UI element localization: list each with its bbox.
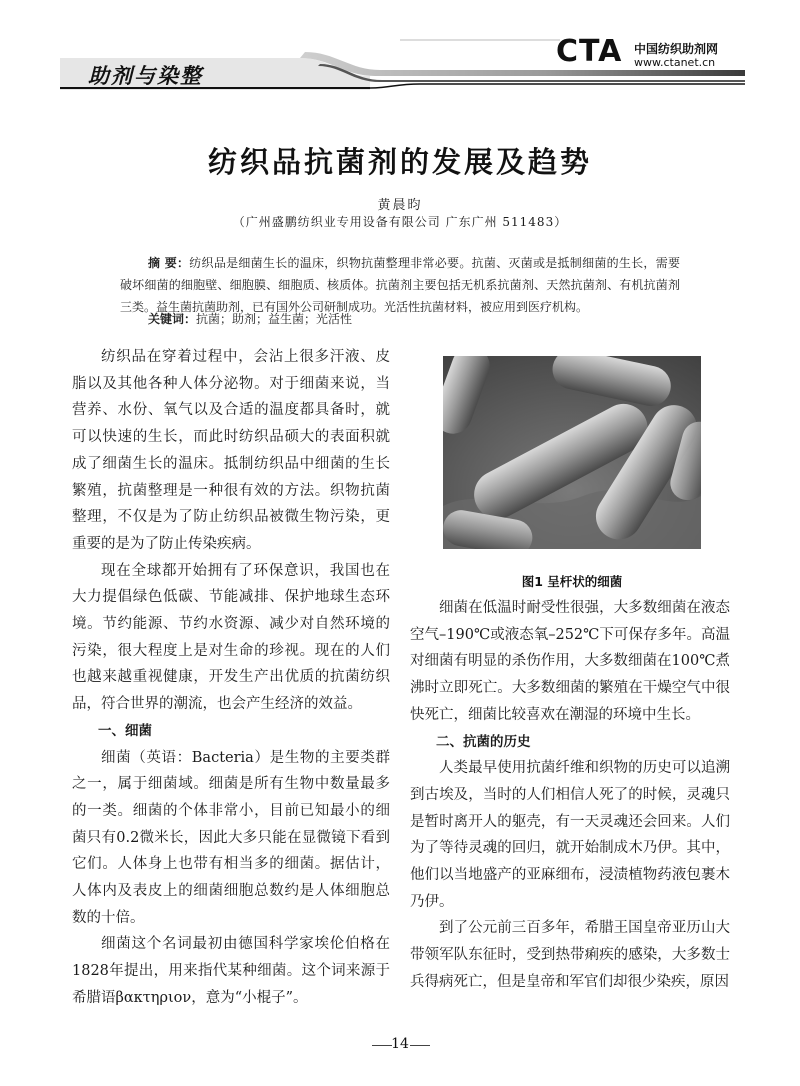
- paragraph: 纺织品在穿着过程中，会沾上很多汗液、皮脂以及其他各种人体分泌物。对于细菌来说，当营养、水份、氧气以及合适的温度都具备时，就可以快速的生长，而此时纺织品硕大的表面积就成了细菌生长的温床。抵制纺织品中细菌的生长繁殖，抗菌整理是一种很有效的方法。织物抗菌整理，不仅是为了防止纺织品被微生物污染，更重要的是为了防止传染疾病。: [72, 349, 390, 552]
- abstract: [120, 252, 680, 318]
- page-header: [0, 0, 800, 100]
- paragraph: 到了公元前三百多年，希腊王国皇帝亚历山大带领军队东征时，受到热带痢疾的感染，大多数士兵得病死亡，但是皇帝和军官们却很少染疾，原因: [410, 920, 730, 990]
- paragraph: 细菌这个名词最初由德国科学家埃伦伯格在1828年提出，用来指代某种细菌。这个词来源于希腊语βακτηριον，意为“小棍子”。: [72, 936, 390, 1006]
- keywords-label: 关键词：: [148, 312, 197, 326]
- abstract-label: 摘 要：: [148, 256, 190, 270]
- cta-logo: CTA: [556, 34, 623, 69]
- article-author: 黄晨昀: [377, 198, 423, 213]
- keywords-text: 抗菌；助剂；益生菌；光活性: [196, 312, 353, 326]
- bacteria-illustration: [443, 356, 701, 549]
- bacteria-micrograph: [443, 356, 701, 549]
- paragraph: 细菌（英语：Bacteria）是生物的主要类群之一，属于细菌域。细菌是所有生物中数量最多的一类。细菌的个体非常小，目前已知最小的细菌只有0.2微米长，因此大多只能在显微镜下看到它们。人体身上也带有相当多的细菌。据估计，人体内及表皮上的细菌细胞总数约是人体细胞总数的十倍。: [72, 749, 390, 926]
- paragraph: 细菌在低温时耐受性很强，大多数细菌在液态空气–190℃或液态氧–252℃下可保存多年。高温对细菌有明显的杀伤作用，大多数细菌在100℃煮沸时立即死亡。大多数细菌的繁殖在干燥空气中很快死亡，细菌比较喜欢在潮湿的环境中生长。: [410, 600, 730, 723]
- right-column: [410, 595, 730, 996]
- page-number: 14: [391, 1036, 409, 1052]
- abstract-text: 纺织品是细菌生长的温床，织物抗菌整理非常必要。抗菌、灭菌或是抵制细菌的生长，需要破坏细菌的细胞壁、细胞膜、细胞质、核质体。抗菌剂主要包括无机系抗菌剂、天然抗菌剂、有机抗菌剂三类。益生菌抗菌助剂，已有国外公司研制成功。光活性抗菌材料，被应用到医疗机构。: [120, 256, 680, 314]
- article-title: 纺织品抗菌剂的发展及趋势: [207, 145, 592, 179]
- footer-rule-right: [410, 1045, 430, 1046]
- left-column: [72, 344, 390, 1012]
- section-heading-bacteria: 一、细菌: [98, 722, 152, 739]
- figure-caption: 图1 呈杆状的细菌: [521, 574, 623, 589]
- keywords: [148, 310, 352, 327]
- site-url: www.ctanet.cn: [634, 56, 716, 69]
- article-affiliation: （广州盛鹏纺织业专用设备有限公司 广东广州 511483）: [232, 215, 568, 229]
- paragraph: 现在全球都开始拥有了环保意识，我国也在大力提倡绿色低碳、节能减排、保护地球生态环境。节约能源、节约水资源、减少对自然环境的污染，很大程度上是对生命的珍视。现在的人们也越来越重视健康，开发生产出优质的抗菌纺织品，符合世界的潮流，也会产生经济的效益。: [72, 562, 390, 713]
- section-heading-history: 二、抗菌的历史: [436, 733, 531, 750]
- paragraph: 人类最早使用抗菌纤维和织物的历史可以追溯到古埃及，当时的人们相信人死了的时候，灵魂只是暂时离开人的躯壳，有一天灵魂还会回来。人们为了等待灵魂的回归，就开始制成木乃伊。其中，他们以当地盛产的亚麻细布，浸渍植物药液包裹木乃伊。: [410, 760, 730, 910]
- site-name: 中国纺织助剂网: [634, 42, 719, 56]
- section-label: 助剂与染整: [88, 64, 203, 88]
